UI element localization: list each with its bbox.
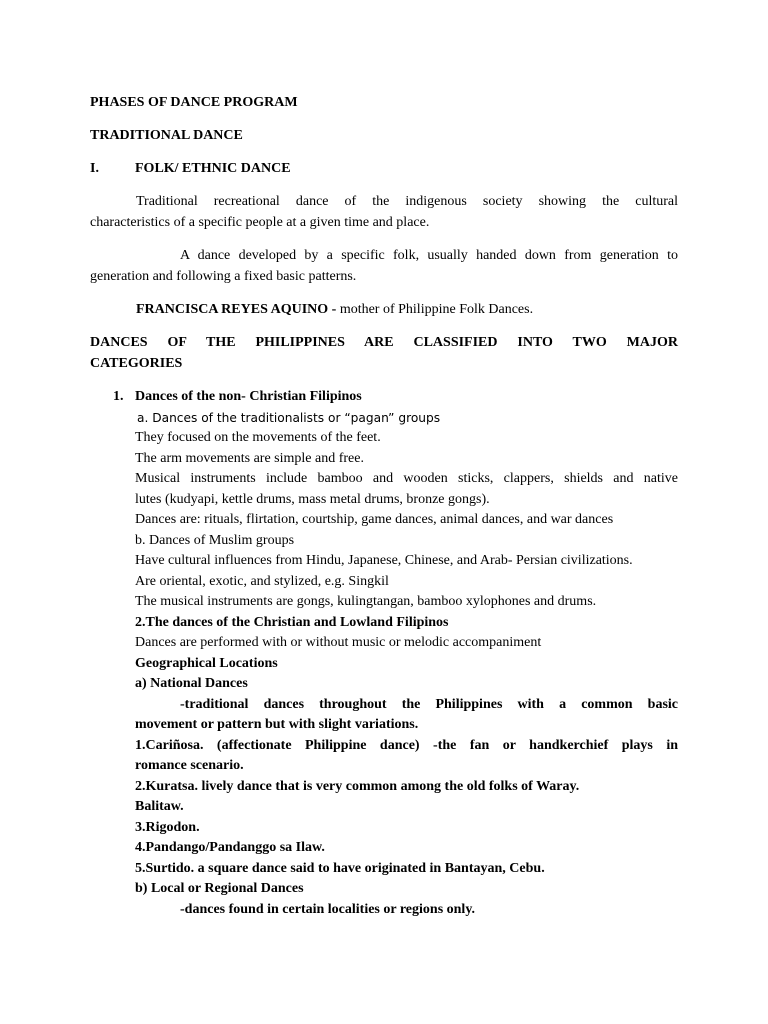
section-heading-folk bbox=[90, 159, 678, 180]
aquino-name: FRANCISCA REYES AQUINO - bbox=[136, 302, 337, 317]
paragraph-line: A dance developed by a specific folk, usually handed down from generation to bbox=[180, 248, 678, 263]
subitem-heading: a. Dances of the traditionalists or “pagan” groups bbox=[137, 410, 441, 425]
paragraph-line: generation and following a fixed basic patterns. bbox=[90, 268, 357, 284]
text-line: Dances are performed with or without music or melodic accompaniment bbox=[135, 635, 542, 650]
dance-item: Balitaw. bbox=[135, 799, 184, 814]
list-number: 1. bbox=[113, 389, 124, 404]
dance-item: 3.Rigodon. bbox=[135, 819, 200, 835]
section-title: FOLK/ ETHNIC DANCE bbox=[135, 161, 291, 176]
text-line: Dances are: rituals, flirtation, courtship, game dances, animal dances, and war dances bbox=[135, 512, 614, 527]
text-line: movement or pattern but with slight variations. bbox=[135, 717, 419, 732]
text-line: lutes (kudyapi, kettle drums, mass metal drums, bronze gongs). bbox=[135, 491, 490, 507]
list-item-title: 2.The dances of the Christian and Lowland Filipinos bbox=[135, 614, 449, 630]
subitem-heading: b. Dances of Muslim groups bbox=[135, 532, 295, 548]
categories-heading bbox=[90, 333, 678, 374]
aquino-description: mother of Philippine Folk Dances. bbox=[336, 302, 534, 317]
heading-line: DANCES OF THE PHILIPPINES ARE CLASSIFIED INTO TWO MAJOR bbox=[90, 335, 678, 350]
subsection-heading: a) National Dances bbox=[135, 676, 248, 691]
paragraph-line: characteristics of a specific people at a given time and place. bbox=[90, 214, 430, 230]
list-item-title bbox=[113, 387, 678, 408]
text-line: They focused on the movements of the feet. bbox=[135, 430, 381, 445]
subsection-heading: b) Local or Regional Dances bbox=[135, 881, 304, 896]
dance-item: 1.Cariñosa. (affectionate Philippine dance) -the fan or handkerchief plays in bbox=[135, 737, 678, 753]
text-line: Have cultural influences from Hindu, Japanese, Chinese, and Arab- Persian civilizations. bbox=[135, 553, 633, 568]
document-title: PHASES OF DANCE PROGRAM bbox=[90, 95, 298, 110]
dance-item: 4.Pandango/Pandanggo sa Ilaw. bbox=[135, 840, 325, 855]
text-line: Are oriental, exotic, and stylized, e.g. Singkil bbox=[135, 573, 389, 589]
text-line: The arm movements are simple and free. bbox=[135, 450, 364, 466]
section-heading-traditional: TRADITIONAL DANCE bbox=[90, 128, 243, 143]
paragraph-line: Traditional recreational dance of the indigenous society showing the cultural bbox=[136, 194, 678, 209]
dance-item: 5.Surtido. a square dance said to have originated in Bantayan, Cebu. bbox=[135, 860, 545, 876]
text-line: -dances found in certain localities or regions only. bbox=[180, 901, 476, 917]
list-item-text: Dances of the non- Christian Filipinos bbox=[135, 389, 362, 404]
dance-item: romance scenario. bbox=[135, 758, 244, 773]
heading-line: CATEGORIES bbox=[90, 355, 183, 371]
text-line: -traditional dances throughout the Philippines with a common basic bbox=[180, 696, 678, 712]
dance-item: 2.Kuratsa. lively dance that is very common among the old folks of Waray. bbox=[135, 778, 580, 794]
paragraph-developed bbox=[90, 246, 678, 287]
aquino-line bbox=[90, 300, 678, 321]
paragraph-definition bbox=[90, 192, 678, 233]
category-list bbox=[113, 387, 678, 920]
text-line: Musical instruments include bamboo and wooden sticks, clappers, shields and native bbox=[135, 471, 678, 486]
text-line: The musical instruments are gongs, kulingtangan, bamboo xylophones and drums. bbox=[135, 594, 597, 609]
section-number: I. bbox=[90, 161, 99, 176]
subsection-heading: Geographical Locations bbox=[135, 655, 278, 671]
